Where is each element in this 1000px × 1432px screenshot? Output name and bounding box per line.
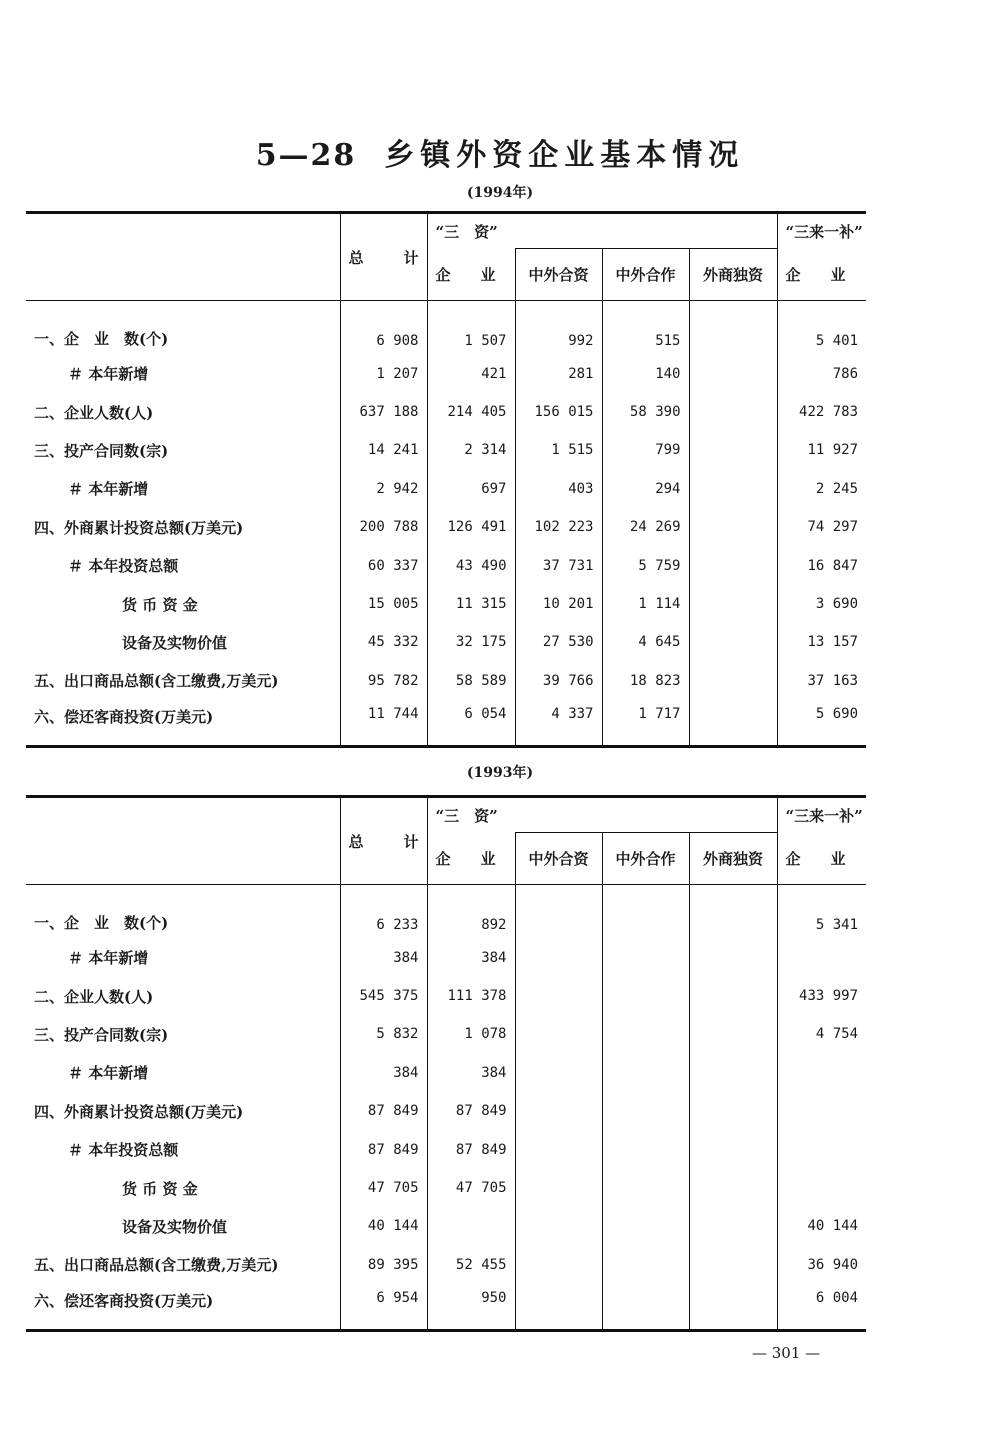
header-foreign-owned: 外商独资 — [689, 833, 777, 885]
row-label: 四、外商累计投资总额(万美元) — [34, 518, 244, 537]
cell-foreign-owned — [689, 585, 777, 623]
cell-sanzi: 950 — [427, 1284, 515, 1330]
page-title — [0, 130, 1000, 174]
header-jv-coop: 中外合作 — [602, 833, 689, 885]
row-label: 三、投产合同数(宗) — [34, 1025, 169, 1044]
cell-sanlai: 433 997 — [777, 977, 866, 1015]
cell-sanzi: 58 589 — [427, 662, 515, 700]
header-total: 总 计 — [340, 797, 427, 885]
header-sanlai-bottom: 企 业 — [777, 249, 866, 301]
cell-foreign-owned — [689, 546, 777, 584]
cell-sanzi — [427, 1207, 515, 1245]
cell-jv-coop: 18 823 — [602, 662, 689, 700]
header-sanzi-span — [515, 213, 777, 249]
row-label: 三、投产合同数(宗) — [34, 441, 169, 460]
cell-jv-equity: 156 015 — [515, 393, 602, 431]
row-label: 设备及实物价值 — [122, 633, 228, 652]
cell-sanzi: 892 — [427, 885, 515, 939]
row-label: 四、外商累计投资总额(万美元) — [34, 1102, 244, 1121]
cell-foreign-owned — [689, 1246, 777, 1284]
cell-jv-coop — [602, 1015, 689, 1053]
row-label: 六、偿还客商投资(万美元) — [26, 1284, 340, 1330]
cell-jv-coop — [602, 1246, 689, 1284]
row-label: 一、企 业 数(个) — [34, 913, 169, 932]
cell-sanzi: 43 490 — [427, 546, 515, 584]
year-label-1994: (1994年) — [466, 185, 534, 201]
cell-total: 1 207 — [340, 355, 427, 393]
cell-foreign-owned — [689, 977, 777, 1015]
cell-sanzi: 214 405 — [427, 393, 515, 431]
row-label: 一、企 业 数(个) — [34, 329, 169, 348]
cell-sanlai: 2 245 — [777, 470, 866, 508]
cell-jv-coop — [602, 977, 689, 1015]
cell-total: 47 705 — [340, 1169, 427, 1207]
cell-foreign-owned — [689, 662, 777, 700]
cell-sanzi: 6 054 — [427, 700, 515, 746]
cell-foreign-owned — [689, 1015, 777, 1053]
cell-foreign-owned — [689, 1169, 777, 1207]
cell-total: 6 233 — [340, 885, 427, 939]
cell-foreign-owned — [689, 431, 777, 469]
table-row — [26, 470, 866, 508]
cell-jv-coop — [602, 1207, 689, 1245]
cell-sanlai: 40 144 — [777, 1207, 866, 1245]
table-row — [26, 393, 866, 431]
row-label: 五、出口商品总额(含工缴费,万美元) — [34, 1256, 279, 1275]
table-row — [26, 1169, 866, 1207]
cell-sanlai: 4 754 — [777, 1015, 866, 1053]
cell-jv-coop: 515 — [602, 301, 689, 355]
table-row — [26, 1207, 866, 1245]
table-row — [26, 585, 866, 623]
header-foreign-owned: 外商独资 — [689, 249, 777, 301]
cell-jv-equity: 39 766 — [515, 662, 602, 700]
cell-sanlai — [777, 1092, 866, 1130]
table-number: 5—28 — [255, 138, 357, 173]
cell-jv-coop: 140 — [602, 355, 689, 393]
row-label: ＃ 本年新增 — [68, 365, 149, 384]
row-label: ＃ 本年新增 — [68, 480, 149, 499]
cell-jv-equity: 10 201 — [515, 585, 602, 623]
table-row — [26, 431, 866, 469]
table-row — [26, 662, 866, 700]
cell-foreign-owned — [689, 393, 777, 431]
cell-jv-coop: 799 — [602, 431, 689, 469]
cell-total: 637 188 — [340, 393, 427, 431]
cell-jv-equity: 403 — [515, 470, 602, 508]
row-label: 货 币 资 金 — [122, 1179, 198, 1198]
cell-sanlai: 422 783 — [777, 393, 866, 431]
header-blank — [26, 213, 340, 301]
cell-sanzi: 47 705 — [427, 1169, 515, 1207]
table-row — [26, 1284, 866, 1330]
header-sanlai-top: “三来一补” — [777, 213, 866, 249]
row-label: 货 币 资 金 — [122, 595, 198, 614]
header-sanlai-bottom: 企 业 — [777, 833, 866, 885]
table-row — [26, 1015, 866, 1053]
cell-total: 87 849 — [340, 1130, 427, 1168]
row-label: 五、出口商品总额(含工缴费,万美元) — [34, 672, 279, 691]
cell-total: 6 954 — [340, 1284, 427, 1330]
table-row — [26, 885, 866, 939]
cell-foreign-owned — [689, 355, 777, 393]
cell-jv-coop — [602, 1169, 689, 1207]
cell-sanzi: 87 849 — [427, 1130, 515, 1168]
cell-sanzi: 384 — [427, 1054, 515, 1092]
cell-total: 200 788 — [340, 508, 427, 546]
header-jv-coop: 中外合作 — [602, 249, 689, 301]
cell-sanzi: 2 314 — [427, 431, 515, 469]
row-label: ＃ 本年新增 — [68, 949, 149, 968]
cell-total: 5 832 — [340, 1015, 427, 1053]
cell-jv-coop: 4 645 — [602, 623, 689, 661]
cell-jv-equity — [515, 1130, 602, 1168]
cell-sanlai: 5 401 — [777, 301, 866, 355]
cell-foreign-owned — [689, 1284, 777, 1330]
cell-jv-equity — [515, 1169, 602, 1207]
cell-jv-coop: 24 269 — [602, 508, 689, 546]
table-row — [26, 700, 866, 746]
cell-jv-equity — [515, 1207, 602, 1245]
header-sanzi-bottom: 企 业 — [427, 833, 515, 885]
table-row — [26, 508, 866, 546]
cell-sanzi: 384 — [427, 939, 515, 977]
cell-foreign-owned — [689, 1207, 777, 1245]
row-label: 二、企业人数(人) — [34, 403, 154, 422]
cell-sanzi: 111 378 — [427, 977, 515, 1015]
cell-jv-coop: 1 114 — [602, 585, 689, 623]
cell-sanzi: 32 175 — [427, 623, 515, 661]
cell-jv-coop: 1 717 — [602, 700, 689, 746]
cell-foreign-owned — [689, 1130, 777, 1168]
cell-total: 384 — [340, 1054, 427, 1092]
cell-total: 89 395 — [340, 1246, 427, 1284]
cell-total: 6 908 — [340, 301, 427, 355]
table-row — [26, 301, 866, 355]
row-label: 设备及实物价值 — [122, 1217, 228, 1236]
cell-total: 545 375 — [340, 977, 427, 1015]
cell-foreign-owned — [689, 1054, 777, 1092]
cell-sanlai: 13 157 — [777, 623, 866, 661]
cell-sanlai: 16 847 — [777, 546, 866, 584]
cell-jv-equity — [515, 1284, 602, 1330]
table-row — [26, 939, 866, 977]
cell-sanzi: 697 — [427, 470, 515, 508]
cell-jv-equity — [515, 977, 602, 1015]
table-1993 — [26, 795, 866, 1332]
cell-jv-coop: 58 390 — [602, 393, 689, 431]
year-label-1993: (1993年) — [466, 765, 534, 781]
table-title: 乡镇外资企业基本情况 — [384, 138, 745, 173]
cell-jv-equity: 37 731 — [515, 546, 602, 584]
cell-sanzi: 421 — [427, 355, 515, 393]
cell-jv-coop — [602, 1284, 689, 1330]
cell-jv-coop — [602, 1092, 689, 1130]
cell-total: 40 144 — [340, 1207, 427, 1245]
cell-foreign-owned — [689, 623, 777, 661]
header-jv-equity: 中外合资 — [515, 249, 602, 301]
table-row — [26, 1246, 866, 1284]
cell-sanzi: 1 507 — [427, 301, 515, 355]
cell-foreign-owned — [689, 885, 777, 939]
cell-total: 87 849 — [340, 1092, 427, 1130]
cell-jv-equity: 1 515 — [515, 431, 602, 469]
cell-sanlai: 11 927 — [777, 431, 866, 469]
header-blank — [26, 797, 340, 885]
cell-sanlai: 37 163 — [777, 662, 866, 700]
cell-foreign-owned — [689, 939, 777, 977]
header-sanzi-span — [515, 797, 777, 833]
cell-sanlai: 786 — [777, 355, 866, 393]
cell-jv-coop — [602, 939, 689, 977]
table-row — [26, 1092, 866, 1130]
row-label: 六、偿还客商投资(万美元) — [26, 700, 340, 746]
cell-total: 60 337 — [340, 546, 427, 584]
cell-jv-coop: 294 — [602, 470, 689, 508]
cell-jv-equity — [515, 939, 602, 977]
cell-foreign-owned — [689, 508, 777, 546]
cell-sanzi: 11 315 — [427, 585, 515, 623]
cell-sanlai — [777, 939, 866, 977]
cell-sanlai — [777, 1054, 866, 1092]
cell-jv-equity — [515, 1246, 602, 1284]
header-sanzi-top: “三 资” — [427, 797, 515, 833]
table-row — [26, 1130, 866, 1168]
row-label: ＃ 本年新增 — [68, 1064, 149, 1083]
page-number: — 301 — — [752, 1344, 821, 1362]
cell-jv-coop — [602, 885, 689, 939]
cell-sanlai: 6 004 — [777, 1284, 866, 1330]
cell-total: 95 782 — [340, 662, 427, 700]
cell-total: 14 241 — [340, 431, 427, 469]
cell-sanlai: 36 940 — [777, 1246, 866, 1284]
header-sanzi-top: “三 资” — [427, 213, 515, 249]
cell-sanlai: 5 341 — [777, 885, 866, 939]
cell-jv-coop: 5 759 — [602, 546, 689, 584]
table-row — [26, 977, 866, 1015]
cell-sanzi: 52 455 — [427, 1246, 515, 1284]
cell-foreign-owned — [689, 1092, 777, 1130]
cell-foreign-owned — [689, 301, 777, 355]
cell-total: 11 744 — [340, 700, 427, 746]
cell-total: 45 332 — [340, 623, 427, 661]
cell-sanlai: 74 297 — [777, 508, 866, 546]
header-sanzi-bottom: 企 业 — [427, 249, 515, 301]
cell-sanzi: 87 849 — [427, 1092, 515, 1130]
cell-jv-equity: 102 223 — [515, 508, 602, 546]
cell-sanlai: 3 690 — [777, 585, 866, 623]
cell-sanlai — [777, 1169, 866, 1207]
row-label: ＃ 本年投资总额 — [68, 1141, 179, 1160]
cell-total: 384 — [340, 939, 427, 977]
cell-total: 2 942 — [340, 470, 427, 508]
cell-jv-equity — [515, 1015, 602, 1053]
table-row — [26, 355, 866, 393]
cell-jv-equity — [515, 885, 602, 939]
header-jv-equity: 中外合资 — [515, 833, 602, 885]
cell-sanlai: 5 690 — [777, 700, 866, 746]
row-label: ＃ 本年投资总额 — [68, 557, 179, 576]
cell-jv-equity: 27 530 — [515, 623, 602, 661]
cell-jv-equity: 992 — [515, 301, 602, 355]
cell-jv-equity — [515, 1092, 602, 1130]
cell-sanzi: 1 078 — [427, 1015, 515, 1053]
table-1994 — [26, 211, 866, 748]
cell-jv-equity — [515, 1054, 602, 1092]
table-row — [26, 623, 866, 661]
cell-jv-equity: 4 337 — [515, 700, 602, 746]
cell-foreign-owned — [689, 700, 777, 746]
table-row — [26, 1054, 866, 1092]
cell-jv-equity: 281 — [515, 355, 602, 393]
header-sanlai-top: “三来一补” — [777, 797, 866, 833]
cell-sanzi: 126 491 — [427, 508, 515, 546]
table-row — [26, 546, 866, 584]
cell-foreign-owned — [689, 470, 777, 508]
cell-jv-coop — [602, 1054, 689, 1092]
row-label: 二、企业人数(人) — [34, 987, 154, 1006]
cell-sanlai — [777, 1130, 866, 1168]
cell-total: 15 005 — [340, 585, 427, 623]
cell-jv-coop — [602, 1130, 689, 1168]
header-total: 总 计 — [340, 213, 427, 301]
